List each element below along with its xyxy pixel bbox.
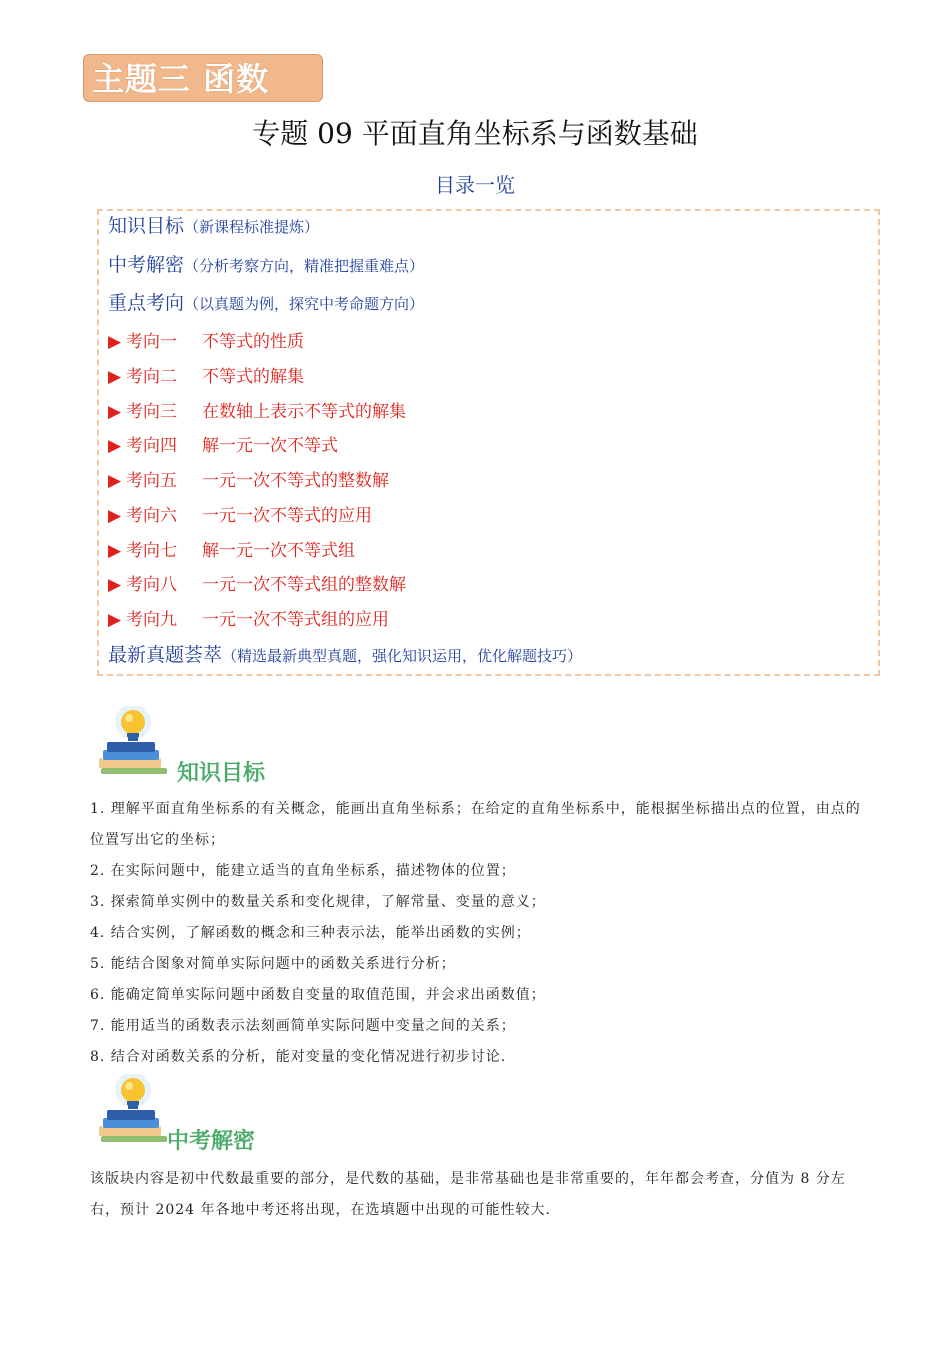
document-title: 专题 09 平面直角坐标系与函数基础 [252,117,698,150]
toc-item-text: 一元一次不等式的应用 [202,506,372,526]
theme-badge [83,54,323,102]
toc-item-text: 一元一次不等式组的整数解 [202,575,406,595]
paragraph: 该版块内容是初中代数最重要的部分，是代数的基础，是非常基础也是非常重要的，年年都会考查，分值为 8 分左右，预计 2024 年各地中考还将出现，在选填题中出现的可能性较大. [90,1171,846,1218]
triangle-right-icon: ▶ [108,506,122,526]
toc-item-num: 考向六 [126,506,177,526]
lightbulb-books-icon [95,706,175,786]
toc-main-note: （新课程标准提炼） [184,218,320,236]
toc-item[interactable] [108,327,304,352]
toc-item-text: 一元一次不等式组的应用 [202,610,389,630]
list-item: 7. 能用适当的函数表示法刻画简单实际问题中变量之间的关系； [90,1018,516,1034]
toc-link-knowledge-goals[interactable] [108,211,319,238]
list-item: 6. 能确定简单实际问题中函数自变量的取值范围，并会求出函数值； [90,987,546,1003]
toc-item[interactable] [108,536,355,561]
toc-main-label: 重点考向 [108,292,185,314]
toc-item[interactable] [108,501,372,526]
section-heading-label: 知识目标 [177,761,266,786]
toc-link-exam-analysis[interactable] [108,250,424,277]
toc-item-num: 考向五 [126,471,177,491]
section-heading-label: 中考解密 [167,1129,256,1154]
toc-item[interactable] [108,362,304,387]
toc-item-text: 解一元一次不等式组 [202,541,355,561]
section-heading-knowledge-goals [95,706,295,786]
toc-main-label: 最新真题荟萃 [108,644,223,666]
toc-item[interactable] [108,397,406,422]
list-item: 5. 能结合图象对简单实际问题中的函数关系进行分析； [90,956,456,972]
toc-item-num: 考向三 [126,402,177,422]
list-item: 8. 结合对函数关系的分析，能对变量的变化情况进行初步讨论. [90,1049,507,1065]
toc-item-text: 解一元一次不等式 [202,436,338,456]
toc-main-note: （分析考察方向，精准把握重难点） [184,257,425,275]
toc-main-label: 知识目标 [108,215,185,237]
toc-item-num: 考向四 [126,436,177,456]
triangle-right-icon: ▶ [108,471,122,491]
toc-item-num: 考向一 [126,332,177,352]
triangle-right-icon: ▶ [108,402,122,422]
triangle-right-icon: ▶ [108,610,122,630]
toc-item-num: 考向二 [126,367,177,387]
toc-main-label: 中考解密 [108,254,185,276]
toc-item[interactable] [108,570,406,595]
knowledge-goals-list [90,794,862,1073]
toc-link-key-directions[interactable] [108,288,424,315]
toc-main-note: （以真题为例，探究中考命题方向） [184,295,425,313]
section-heading-exam-analysis [95,1074,295,1154]
toc-item[interactable] [108,431,338,456]
list-item: 2. 在实际问题中，能建立适当的直角坐标系，描述物体的位置； [90,863,516,879]
list-item: 3. 探索简单实例中的数量关系和变化规律，了解常量、变量的意义； [90,894,546,910]
triangle-right-icon: ▶ [108,575,122,595]
lightbulb-books-icon [95,1074,175,1154]
toc-item[interactable] [108,466,389,491]
toc-main-note: （精选最新典型真题，强化知识运用，优化解题技巧） [222,647,583,665]
toc-heading: 目录一览 [435,173,515,197]
toc-link-latest-questions[interactable] [108,640,582,667]
triangle-right-icon: ▶ [108,541,122,561]
toc-item[interactable] [108,605,389,630]
toc-item-text: 一元一次不等式的整数解 [202,471,389,491]
triangle-right-icon: ▶ [108,367,122,387]
triangle-right-icon: ▶ [108,436,122,456]
triangle-right-icon: ▶ [108,332,122,352]
list-item: 1. 理解平面直角坐标系的有关概念，能画出直角坐标系；在给定的直角坐标系中，能根据坐标描出点的位置，由点的位置写出它的坐标； [90,801,861,848]
toc-item-text: 不等式的解集 [202,367,304,387]
toc-item-num: 考向八 [126,575,177,595]
toc-item-text: 在数轴上表示不等式的解集 [202,402,406,422]
theme-badge-label: 主题三 函数 [92,60,270,98]
toc-item-num: 考向九 [126,610,177,630]
exam-analysis-text [90,1164,862,1226]
list-item: 4. 结合实例，了解函数的概念和三种表示法，能举出函数的实例； [90,925,531,941]
toc-item-num: 考向七 [126,541,177,561]
toc-item-text: 不等式的性质 [202,332,304,352]
